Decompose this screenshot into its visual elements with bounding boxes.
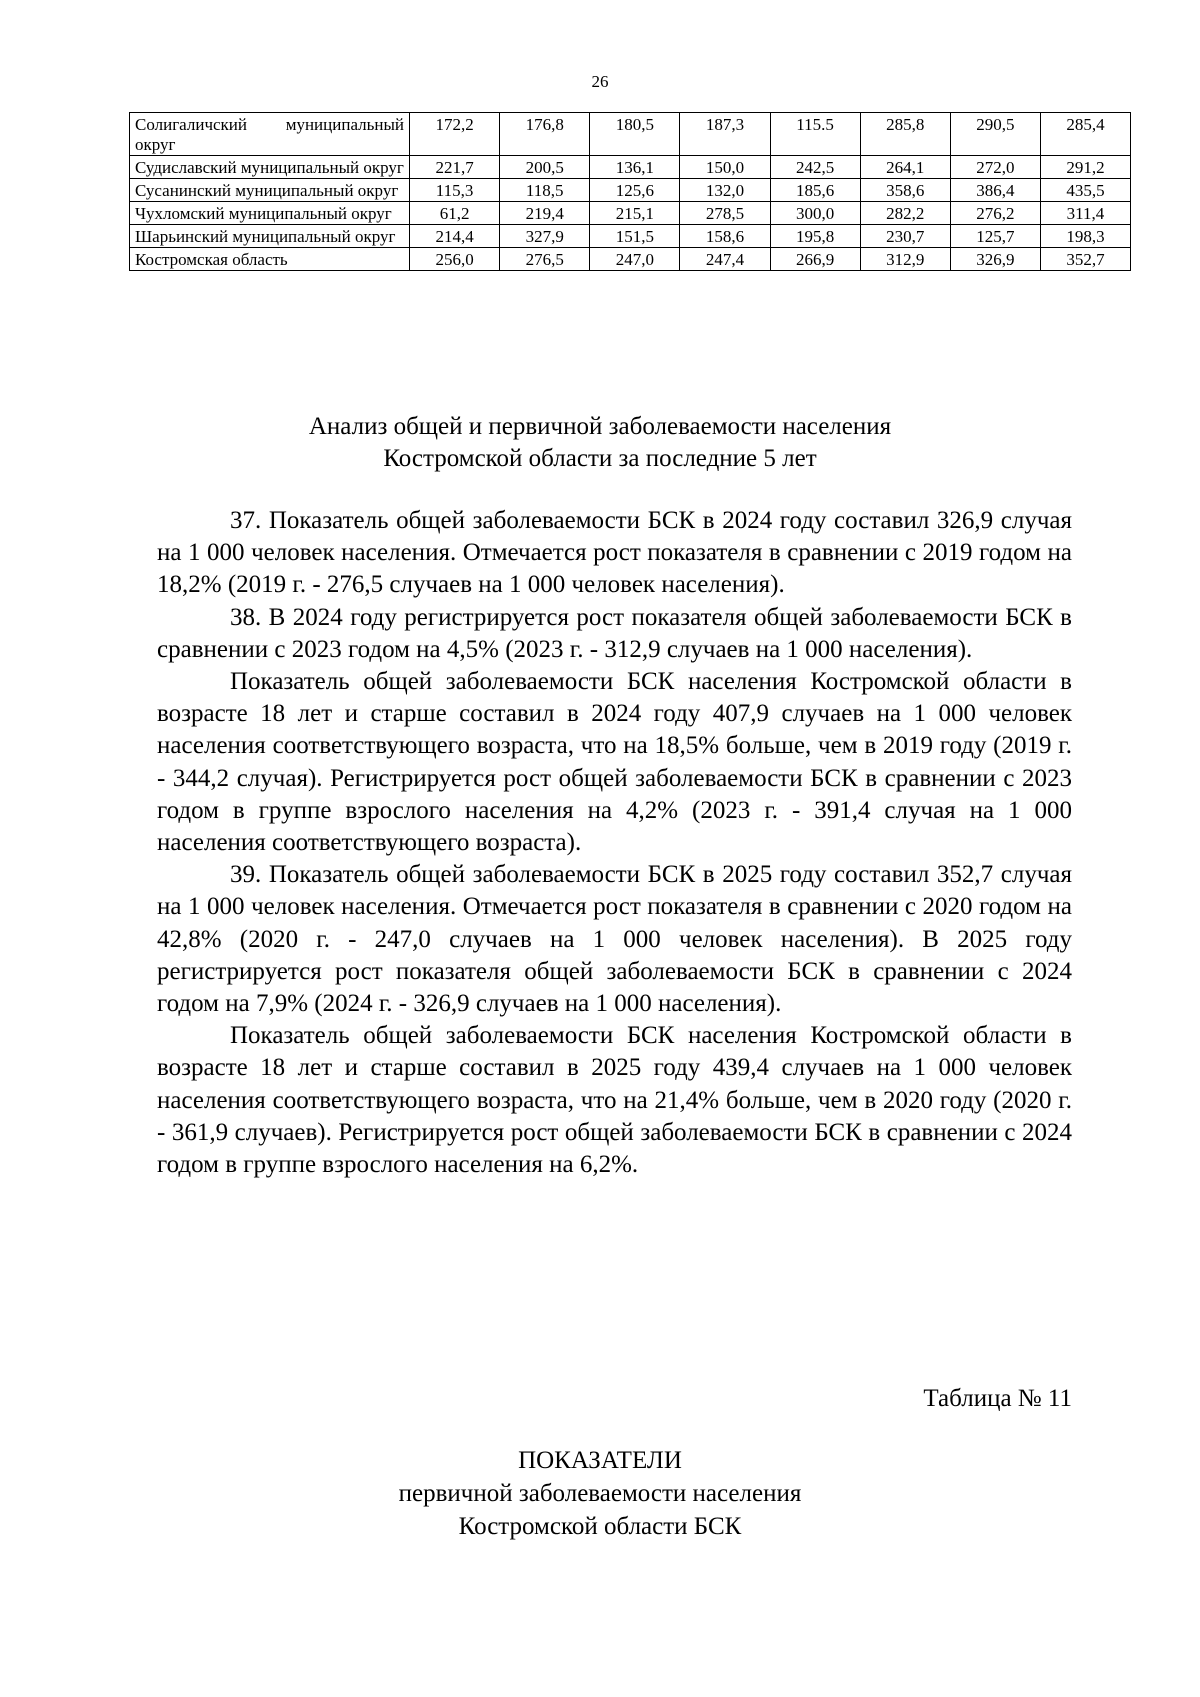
section-heading-line: Анализ общей и первичной заболеваемости населения	[308, 413, 892, 440]
row-name: Солигаличский муниципальный округ	[130, 113, 410, 156]
table-cell: 221,7	[410, 156, 500, 179]
table-cell: 150,0	[680, 156, 770, 179]
table-cell: 219,4	[500, 202, 590, 225]
table-cell: 247,4	[680, 248, 770, 271]
table-heading-line: ПОКАЗАТЕЛИ	[518, 1447, 682, 1474]
table-cell: 247,0	[590, 248, 680, 271]
paragraph: 39. Показатель общей заболеваемости БСК в 2025 году составил 352,7 случая на 1 000 человек населения. Отмечается рост показателя в сравнении с 2020 годом на 42,8% (2020 г. - 247,0 случаев на 1 000 человек населения). В 2025 году регистрируется рост показателя общей заболеваемости БСК в сравнении с 2024 годом на 7,9% (2024 г. - 326,9 случаев на 1 000 населения).	[157, 861, 1072, 1018]
table-cell: 115,3	[410, 179, 500, 202]
table-cell: 264,1	[860, 156, 950, 179]
table-cell: 386,4	[950, 179, 1040, 202]
table-row-total	[130, 248, 1131, 271]
table-cell: 125,6	[590, 179, 680, 202]
table-cell: 272,0	[950, 156, 1040, 179]
table-cell: 311,4	[1040, 202, 1130, 225]
table-cell: 291,2	[1040, 156, 1130, 179]
table-cell: 276,5	[500, 248, 590, 271]
table-cell: 180,5	[590, 113, 680, 156]
table-cell: 256,0	[410, 248, 500, 271]
table-row	[130, 202, 1131, 225]
table-cell: 198,3	[1040, 225, 1130, 248]
row-name: Чухломский муниципальный округ	[130, 202, 410, 225]
table-cell: 115.5	[770, 113, 860, 156]
table-cell: 136,1	[590, 156, 680, 179]
table-heading	[0, 1444, 1200, 1543]
table-cell: 300,0	[770, 202, 860, 225]
page-number: 26	[591, 72, 609, 91]
table-cell: 187,3	[680, 113, 770, 156]
table-cell: 185,6	[770, 179, 860, 202]
table-cell: 276,2	[950, 202, 1040, 225]
section-heading	[0, 411, 1200, 475]
table-cell: 266,9	[770, 248, 860, 271]
section-heading-line: Костромской области за последние 5 лет	[383, 445, 817, 472]
table-cell: 214,4	[410, 225, 500, 248]
table-cell: 435,5	[1040, 179, 1130, 202]
morbidity-table	[129, 112, 1131, 271]
table-row	[130, 225, 1131, 248]
table-cell: 312,9	[860, 248, 950, 271]
table-cell: 358,6	[860, 179, 950, 202]
table-cell: 285,8	[860, 113, 950, 156]
table-cell: 326,9	[950, 248, 1040, 271]
table-cell: 195,8	[770, 225, 860, 248]
paragraph: Показатель общей заболеваемости БСК населения Костромской области в возрасте 18 лет и старше составил в 2024 году 407,9 случаев на 1 000 человек населения соответствующего возраста, что на 18,5% больше, чем в 2019 году (2019 г. - 344,2 случая). Регистрируется рост общей заболеваемости БСК в сравнении с 2023 годом в группе взрослого населения на 4,2% (2023 г. - 391,4 случая на 1 000 населения соответствующего возраста).	[157, 668, 1072, 857]
table-heading-line: первичной заболеваемости населения	[398, 1480, 802, 1507]
table-cell: 230,7	[860, 225, 950, 248]
table-cell: 61,2	[410, 202, 500, 225]
table-caption: Таблица № 11	[923, 1385, 1072, 1412]
table-cell: 118,5	[500, 179, 590, 202]
table-cell: 352,7	[1040, 248, 1130, 271]
table-cell: 172,2	[410, 113, 500, 156]
table-row	[130, 113, 1131, 156]
table-cell: 282,2	[860, 202, 950, 225]
table-cell: 327,9	[500, 225, 590, 248]
table-row	[130, 156, 1131, 179]
row-name: Сусанинский муниципальный округ	[130, 179, 410, 202]
row-name: Шарьинский муниципальный округ	[130, 225, 410, 248]
table-cell: 215,1	[590, 202, 680, 225]
paragraph: 37. Показатель общей заболеваемости БСК в 2024 году составил 326,9 случая на 1 000 человек населения. Отмечается рост показателя в сравнении с 2019 годом на 18,2% (2019 г. - 276,5 случаев на 1 000 человек населения).	[157, 507, 1072, 599]
table-cell: 132,0	[680, 179, 770, 202]
table-cell: 278,5	[680, 202, 770, 225]
table-cell: 285,4	[1040, 113, 1130, 156]
table-cell: 200,5	[500, 156, 590, 179]
table-row	[130, 179, 1131, 202]
row-name: Судиславский муниципальный округ	[130, 156, 410, 179]
table-cell: 176,8	[500, 113, 590, 156]
table-cell: 290,5	[950, 113, 1040, 156]
row-name: Костромская область	[130, 248, 410, 271]
table-cell: 125,7	[950, 225, 1040, 248]
paragraph: 38. В 2024 году регистрируется рост показателя общей заболеваемости БСК в сравнении с 2023 годом на 4,5% (2023 г. - 312,9 случаев на 1 000 населения).	[157, 603, 1072, 663]
table-heading-line: Костромской области БСК	[458, 1513, 742, 1540]
paragraph: Показатель общей заболеваемости БСК населения Костромской области в возрасте 18 лет и старше составил в 2025 году 439,4 случаев на 1 000 человек населения соответствующего возраста, что на 21,4% больше, чем в 2020 году (2020 г. - 361,9 случаев). Регистрируется рост общей заболеваемости БСК в сравнении с 2024 годом в группе взрослого населения на 6,2%.	[157, 1022, 1072, 1179]
table-cell: 242,5	[770, 156, 860, 179]
table-cell: 151,5	[590, 225, 680, 248]
table-cell: 158,6	[680, 225, 770, 248]
body-text	[157, 505, 1072, 1181]
